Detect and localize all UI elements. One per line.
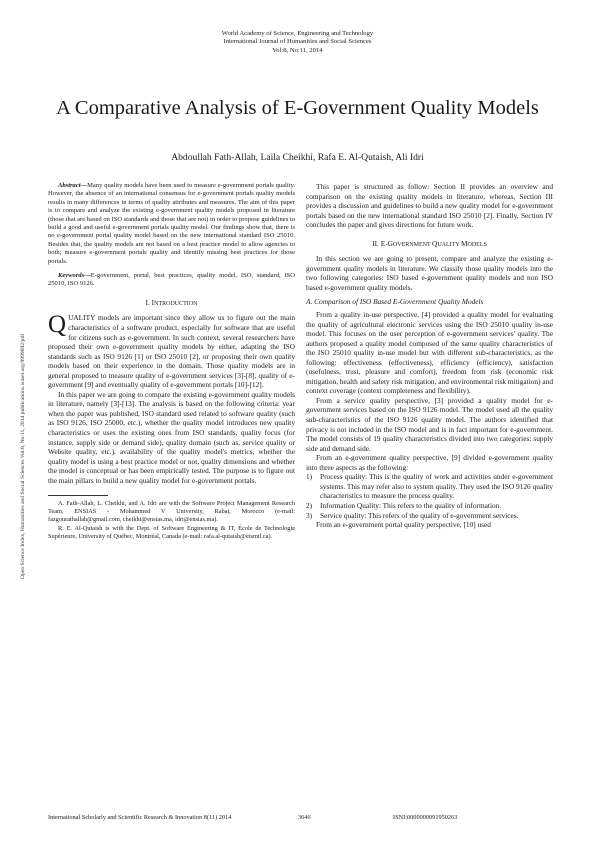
paragraph-quality-in-use: From a quality in-use perspective, [4] provided a quality model for evaluating the quality of agricultural electronic services using the ISO 25010 quality in-use model. This focuses on the user perception of e-government services' quality. The authors proposed a quality model composed of the same quality characteristics of the ISO 25010 quality in-use model but with different sub-characteristics, as the following: effectiveness (effectiveness), efficiency (efficiency), satisfaction (usefulness, trust, pleasure and comfort), freedom from risk (economic risk mitigation, health and safety risk mitigation, and environmental risk mitigation) and context coverage (context completeness and flexibility). [306,310,553,396]
keywords-text: E-government, portal, best practices, quality model, ISO, standard, ISO 25010, ISO 9126. [48,272,295,288]
keywords-label: Keywords— [58,272,91,280]
abstract-text: Many quality models have been used to measure e-government portals quality. However, the absence of an international consensus for e-government portals quality models results in many differences in terms of quality attributes and measures. The aim of this paper is to compare and analyze the existing e-government quality models proposed in literature (those that are based on ISO standards and those that are not) in order to propose guidelines to build a good and useful e-government portals quality model. Our findings show that, there is no e-government portal quality model based on the new international standard ISO 25010. Besides that, the quality models are not based on a best practice model to allow agencies to both; measure e-government portals quality and identify missing best practices for those portals. [48,182,295,265]
list-item: 3) Service quality: This refers of the quality of e-government services. [306,510,519,520]
side-index-text: Open Science Index, Humanities and Social Sciences Vol:8, No:11, 2014 publications.waset.org/9999892/pdf [20,333,26,579]
abstract [48,182,295,266]
paragraph-portal-quality: From an e-government portal quality perspective, [10] used [316,520,491,530]
list-item: 2) Information Quality: This refers to the quality of information. [306,500,502,510]
paper-authors: Abdoullah Fath-Allah, Laila Cheikhi, Rafa E. Al-Qutaish, Ali Idri [171,152,424,163]
page-number: 3646 [298,814,311,821]
keywords [48,272,295,289]
list-item: 1) Process quality: This is the quality of work and activities under e-government systems. This may refer also to system quality. They used the ISO 9126 quality characteristics to measure the process quality. [306,472,553,501]
paragraph-egov-quality: From an e-government quality perspective, [9] divided e-government quality into three aspects as the following: [306,453,553,472]
footnote-affiliation-2: R. E. Al-Qutaish is with the Dept. of Software Engineering & IT, École de Technologie Supérieure, University of Québec, Montréal, Canada (e-mail: rafa.al-qutaish@etsmtl.ca). [48,524,295,540]
footer-journal: International Scholarly and Scientific Research & Innovation 8(11) 2014 [48,814,232,821]
footer-isni: ISNI:0000000091950263 [393,814,458,821]
footnotes [48,495,295,540]
journal-header [0,30,595,55]
dropcap: Q [48,311,67,339]
right-column [306,182,553,530]
footnote-affiliation-1: A. Fath-Allah, L. Cheikhi, and A. Idri are with the Software Project Management Research Team, ENSIAS - Mohammed V University, Rabat, Morocco (e-mail: fazgourathallah@gmail.com, cheikhi@ensias.ma, idri@ensias.ma). [48,500,295,524]
abstract-label: Abstract— [58,182,88,189]
section2-intro-paragraph: In this section we are going to present, compare and analyze the existing e-government quality models in literature. We classify those quality models into the two following categories: ISO based e-government quality models and non ISO based e-government quality models. [306,254,553,292]
journal-name: International Journal of Humanities and Social Sciences [223,38,372,46]
intro-paragraph-2: In this paper we are going to compare the existing e-government quality models in literature, namely [3]-[13]. The analysis is based on the following criteria: year when the paper was published, ISO standard used related to software quality (such as ISO 9126, ISO 25000, etc.), whether the quality model introduces new quality characteristics or uses the existing ones from ISO standards, quality focus (for instance, supply side or demand side), quality domain (such as, service quality or Website quality, etc.), availability of the quality model's metrics, whether the quality model is using a best practice model or not, quality dimensions and whether the model is conceptual or has been empirically tested. The purpose is to figure out the main pillars to build a new quality model for e-government portals. [48,389,295,485]
intro-paragraph-1: QUALITY models are important since they allow us to figure out the main characteristics of a software product, especially for software that are useful for citizens such as e-government. In such context, several researchers have proposed their own e-government quality models by either, adapting the ISO standards such as ISO 9126 [1] or ISO 25010 [2], or proposing their own quality models based on their experience in the domain. Those quality models are in general proposed to measure quality of e-government services [3]-[8], quality of e-government [9] and eventually quality of e-government portals [10]-[12]. [48,311,295,390]
left-column [48,182,295,541]
journal-volume: Vol:8, No:11, 2014 [272,46,323,54]
section-heading-introduction: I. INTRODUCTION [145,297,198,307]
structure-paragraph: This paper is structured as follow: Section II provides an overview and comparison on the existing quality models in literature, whereas, Section III provides a discussion and guidelines to build a new quality model for e-government portals based on the new international standard ISO 25010 [2]. Finally, Section IV concludes the paper and gives directions for future work. [306,182,553,230]
journal-publisher: World Academy of Science, Engineering and Technology [221,30,374,37]
paper-title: A Comparative Analysis of E-Government Quality Models [56,97,539,119]
quality-aspects-list [306,472,553,520]
section-heading-quality-models: II. E-GOVERNMENT QUALITY MODELS [372,238,487,248]
footnote-rule [48,495,108,496]
subsection-heading-a: A. Comparison of ISO Based E-Government Quality Models [306,297,484,307]
paragraph-service-quality: From a service quality perspective, [3] provided a quality model for e-government services based on the ISO 9126 model. The model used all the quality sub-characteristics of the ISO 9126 quality model. The authors identified that privacy is not included in the ISO model and is in fact important for e-government. The model consists of 19 quality characteristics divided into two categories: supply side and demand side. [306,395,553,453]
